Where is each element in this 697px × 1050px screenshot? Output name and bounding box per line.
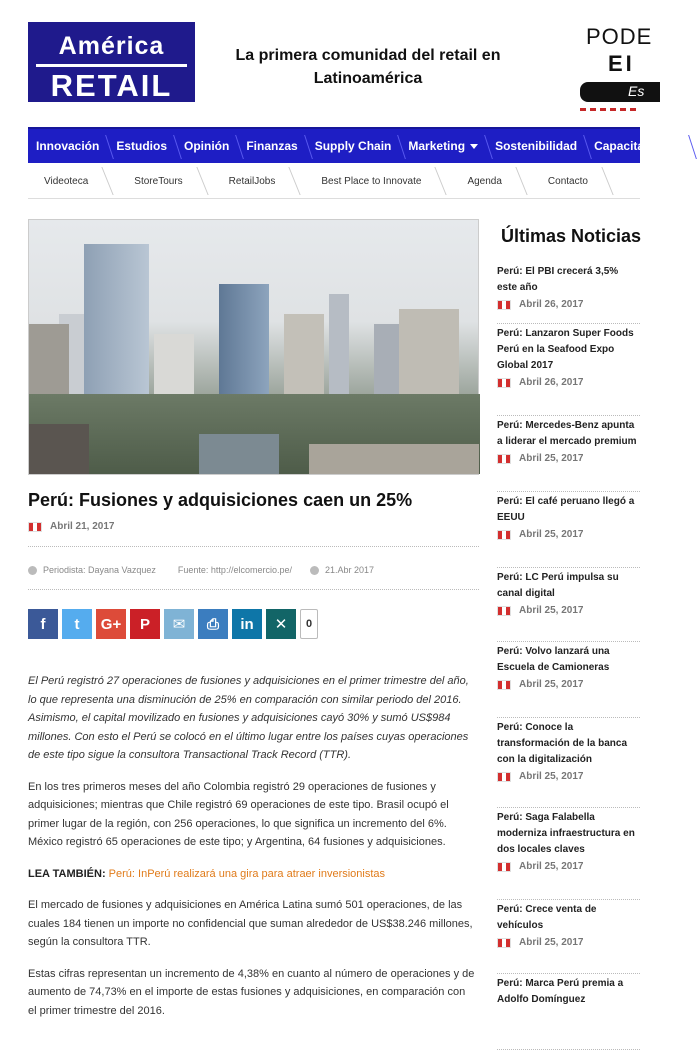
related-link-line bbox=[28, 865, 476, 884]
nav-item-label: Finanzas bbox=[246, 139, 298, 153]
news-item-title[interactable]: Perú: LC Perú impulsa su canal digital bbox=[497, 572, 619, 599]
peru-flag-icon bbox=[497, 300, 511, 310]
nav-item-label: Supply Chain bbox=[314, 139, 392, 153]
news-item[interactable] bbox=[497, 416, 640, 492]
article-date-text: Abril 21, 2017 bbox=[50, 521, 115, 532]
nav-item-label: Capacitacion bbox=[594, 139, 669, 153]
user-icon bbox=[28, 566, 37, 575]
news-item-date-text: Abril 25, 2017 bbox=[519, 771, 584, 782]
news-item[interactable] bbox=[497, 262, 640, 324]
america-retail-logo[interactable] bbox=[28, 22, 195, 102]
news-item-date-text: Abril 25, 2017 bbox=[519, 605, 584, 616]
building-shape bbox=[309, 444, 479, 474]
nav-item-label: Innovación bbox=[36, 139, 100, 153]
news-item-date-text: Abril 26, 2017 bbox=[519, 299, 584, 310]
nav-item-finanzas[interactable] bbox=[238, 129, 306, 163]
news-item-date bbox=[497, 299, 640, 310]
main-navigation bbox=[28, 127, 669, 163]
news-item-date-text: Abril 25, 2017 bbox=[519, 679, 584, 690]
article-author: Periodista: Dayana Vazquez bbox=[43, 565, 156, 575]
google-plus-icon[interactable]: G+ bbox=[96, 609, 126, 639]
subnav-item-contacto[interactable]: Contacto bbox=[522, 165, 608, 198]
logo-rule bbox=[36, 64, 187, 67]
peru-flag-icon bbox=[497, 378, 511, 388]
news-item-date bbox=[497, 861, 640, 872]
related-article-link[interactable]: Perú: InPerú realizará una gira para atraer inversionistas bbox=[108, 867, 386, 880]
promo-line-3: Es bbox=[628, 83, 645, 99]
peru-flag-icon bbox=[497, 606, 511, 616]
news-item-date-text: Abril 25, 2017 bbox=[519, 529, 584, 540]
xing-icon[interactable]: ✕ bbox=[266, 609, 296, 639]
news-item-title[interactable]: Perú: Volvo lanzará una Escuela de Camioneras bbox=[497, 646, 610, 673]
email-icon[interactable]: ✉ bbox=[164, 609, 194, 639]
article-paragraph: El Perú registró 27 operaciones de fusiones y adquisiciones en el primer trimestre del año, lo que representa una disminución de 25% en comparación con similar periodo del 2016. Asimismo, el capital movilizado en fusiones y adquisiciones cayó 30% y sumó US$984 millones. Con esto el Perú se colocó en el último lugar entre los países cuyas operaciones de este tipo sigue la consultora Transactional Track Record (TTR). bbox=[28, 675, 469, 761]
news-item[interactable] bbox=[497, 492, 640, 568]
nav-item-opini-n[interactable] bbox=[176, 129, 238, 163]
clock-icon bbox=[310, 566, 319, 575]
promo-banner[interactable] bbox=[578, 24, 653, 122]
nav-item-label: Estudios bbox=[116, 139, 168, 153]
share-bar bbox=[28, 609, 318, 639]
news-item-title[interactable]: Perú: Lanzaron Super Foods Perú en la Seafood Expo Global 2017 bbox=[497, 328, 634, 371]
twitter-icon[interactable]: t bbox=[62, 609, 92, 639]
news-item-title[interactable]: Perú: El café peruano llegó a EEUU bbox=[497, 496, 635, 523]
facebook-icon[interactable]: f bbox=[28, 609, 58, 639]
peru-flag-icon bbox=[497, 862, 511, 872]
subnav-item-storetours[interactable]: StoreTours bbox=[108, 165, 202, 198]
promo-dash bbox=[580, 108, 640, 111]
news-item-date-text: Abril 25, 2017 bbox=[519, 453, 584, 464]
divider bbox=[28, 589, 479, 590]
news-item[interactable] bbox=[497, 974, 640, 1050]
news-item[interactable] bbox=[497, 642, 640, 718]
site-tagline: La primera comunidad del retail en Latinoamérica bbox=[235, 47, 501, 87]
nav-item-marketing[interactable] bbox=[400, 129, 487, 163]
article-meta-date: 21.Abr 2017 bbox=[324, 565, 375, 575]
peru-flag-icon bbox=[497, 938, 511, 948]
article-hero-image bbox=[28, 219, 479, 475]
building-shape bbox=[199, 434, 279, 474]
nav-item-supply-chain[interactable] bbox=[307, 129, 401, 163]
peru-flag-icon bbox=[497, 680, 511, 690]
nav-item-label: Marketing bbox=[408, 139, 466, 153]
site-header bbox=[0, 0, 653, 125]
promo-line-1: PODE bbox=[586, 24, 653, 49]
caret-down-icon bbox=[674, 144, 682, 149]
news-item-date bbox=[497, 679, 640, 690]
news-item-title[interactable]: Perú: Conoce la transformación de la banca con la digitalización bbox=[497, 722, 628, 765]
news-item-date bbox=[497, 771, 640, 782]
article-paragraph: En los tres primeros meses del año Colombia registró 29 operaciones de fusiones y adquisiciones; mientras que Chile registró 69 operaciones de este tipo. Brasil ocupó el primer lugar de la región, con 256 operaciones, lo que significa un incremento del 6%. México registró 65 operaciones de este tipo; y Argentina, 64 fusiones y adquisiciones. bbox=[28, 780, 449, 848]
peru-flag-icon bbox=[28, 522, 42, 532]
nav-item-capacitacion[interactable] bbox=[586, 129, 691, 163]
news-item-date bbox=[497, 529, 640, 540]
nav-item-innovaci-n[interactable] bbox=[28, 129, 108, 163]
building-shape bbox=[29, 424, 89, 474]
peru-flag-icon bbox=[497, 454, 511, 464]
divider bbox=[28, 546, 479, 547]
news-item[interactable] bbox=[497, 808, 640, 900]
article-body bbox=[28, 672, 476, 1033]
nav-item-sostenibilidad[interactable] bbox=[487, 129, 586, 163]
nav-item-label: Opinión bbox=[184, 139, 230, 153]
peru-flag-icon bbox=[497, 530, 511, 540]
article-paragraph: Estas cifras representan un incremento de 4,38% en cuanto al número de operaciones y de aumento de 74,73% en el importe de estas fusiones y adquisiciones, en comparación con el primer trimestre del 2016. bbox=[28, 967, 475, 1017]
subnav-item-retailjobs[interactable]: RetailJobs bbox=[203, 165, 296, 198]
nav-item-label: Sostenibilidad bbox=[495, 139, 578, 153]
promo-bar bbox=[580, 82, 660, 102]
pinterest-icon[interactable]: P bbox=[130, 609, 160, 639]
logo-top-text: América bbox=[58, 32, 165, 60]
linkedin-icon[interactable]: in bbox=[232, 609, 262, 639]
subnav-item-videoteca[interactable]: Videoteca bbox=[28, 165, 108, 198]
latest-news-list bbox=[497, 262, 640, 1050]
news-item-title[interactable]: Perú: Saga Falabella moderniza infraestructura en dos locales claves bbox=[497, 812, 635, 855]
news-item-date bbox=[497, 453, 640, 464]
article-meta bbox=[28, 565, 374, 575]
article-source[interactable]: Fuente: http://elcomercio.pe/ bbox=[177, 565, 292, 575]
news-item[interactable] bbox=[497, 718, 640, 808]
peru-flag-icon bbox=[497, 772, 511, 782]
news-item[interactable] bbox=[497, 324, 640, 416]
news-item-title[interactable]: Perú: Mercedes-Benz apunta a liderar el mercado premium bbox=[497, 420, 637, 447]
news-item-title[interactable]: Perú: Marca Perú premia a Adolfo Domínguez bbox=[497, 978, 624, 1005]
nav-item-estudios[interactable] bbox=[108, 129, 176, 163]
related-label: LEA TAMBIÉN: bbox=[28, 867, 106, 880]
secondary-navigation bbox=[28, 165, 640, 199]
promo-line-2: EI bbox=[608, 51, 635, 76]
news-item-date-text: Abril 25, 2017 bbox=[519, 861, 584, 872]
caret-down-icon bbox=[470, 144, 478, 149]
news-item-title[interactable]: Perú: Crece venta de vehículos bbox=[497, 904, 597, 931]
news-item-date bbox=[497, 937, 640, 948]
logo-bottom-text: RETAIL bbox=[50, 68, 173, 103]
subnav-item-agenda[interactable]: Agenda bbox=[441, 165, 521, 198]
news-item-date-text: Abril 25, 2017 bbox=[519, 937, 584, 948]
share-count: 0 bbox=[300, 609, 318, 639]
print-icon[interactable]: ⎙ bbox=[198, 609, 228, 639]
news-item-date bbox=[497, 377, 640, 388]
news-item[interactable] bbox=[497, 900, 640, 974]
sidebar-heading: Últimas Noticias bbox=[501, 226, 642, 246]
article-title: Perú: Fusiones y adquisiciones caen un 25% bbox=[28, 490, 413, 510]
news-item-title[interactable]: Perú: El PBI crecerá 3,5% este año bbox=[497, 266, 619, 293]
article-date bbox=[28, 521, 114, 532]
news-item[interactable] bbox=[497, 568, 640, 642]
article-paragraph: El mercado de fusiones y adquisiciones en América Latina sumó 501 operaciones, de las cuales 184 tienen un importe no confidencial que suman alrededor de US$38.246 millones, según la consultora TTR. bbox=[28, 899, 473, 948]
news-item-date bbox=[497, 605, 640, 616]
news-item-date-text: Abril 26, 2017 bbox=[519, 377, 584, 388]
subnav-item-best-place-to-innovate[interactable]: Best Place to Innovate bbox=[295, 165, 441, 198]
